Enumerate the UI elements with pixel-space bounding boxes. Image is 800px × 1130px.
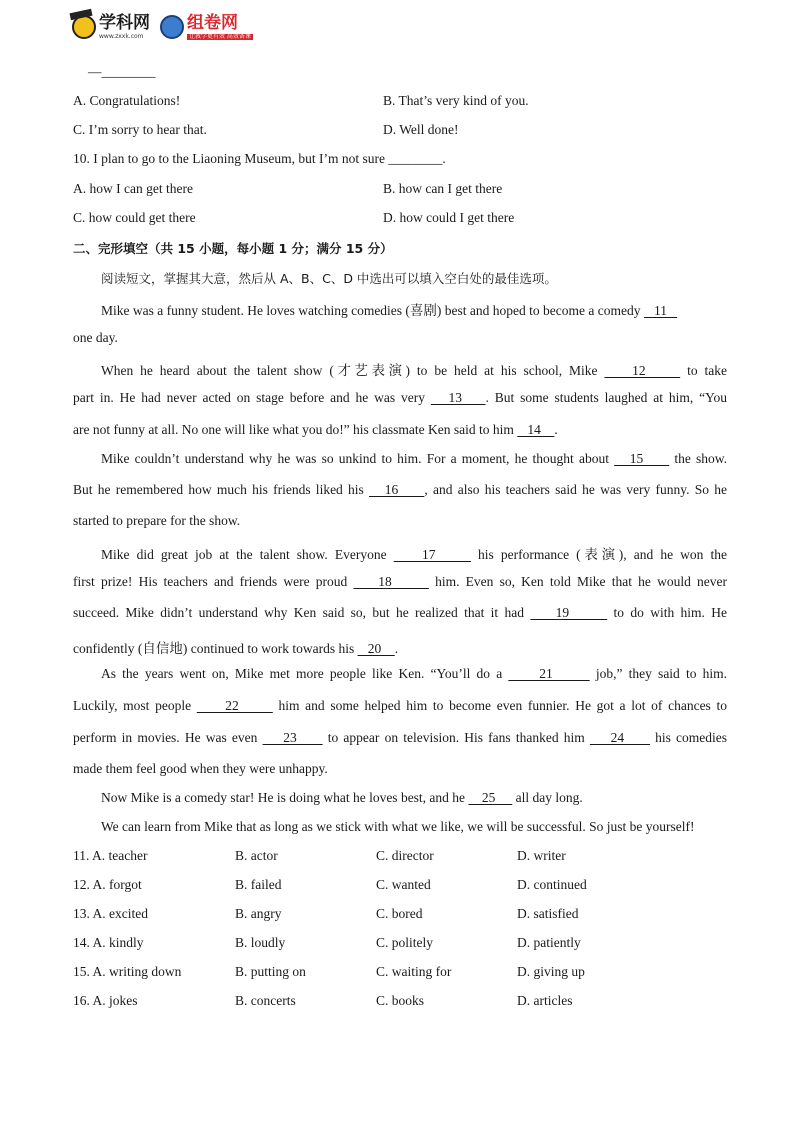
p5-line-2: Luckily, most people 22 him and some helped him to become even funnier. He got a lot of chances to	[73, 698, 728, 713]
choice-15-c: C. waiting for	[376, 964, 452, 979]
p4-line-2: first prize! His teachers and friends were proud 18 him. Even so, Ken told Mike that he would never	[73, 574, 728, 589]
blank-11: 11	[643, 303, 678, 318]
p1-line-1: Mike was a funny student. He loves watching comedies (喜剧) best and hoped to become a comedy 11	[101, 303, 678, 318]
choice-13-a: 13. A. excited	[73, 906, 148, 921]
header-logos	[72, 10, 263, 44]
prev-option-b: B. That’s very kind of you.	[383, 93, 529, 108]
q10-option-c: C. how could get there	[73, 210, 196, 225]
p2-line-2: part in. He had never acted on stage before and he was very 13 . But some students laughed at him, “You	[73, 390, 728, 405]
blank-25: 25	[468, 790, 513, 805]
choice-16-a: 16. A. jokes	[73, 993, 138, 1008]
blank-17: 17	[393, 547, 471, 562]
p7-line-1: We can learn from Mike that as long as we stick with what we like, we will be successful. So just be yourself!	[101, 819, 695, 834]
choice-16-b: B. concerts	[235, 993, 296, 1008]
choice-11-a: 11. A. teacher	[73, 848, 148, 863]
blank-23: 23	[262, 730, 323, 745]
choice-12-b: B. failed	[235, 877, 282, 892]
prev-option-c: C. I’m sorry to hear that.	[73, 122, 207, 137]
choice-14-d: D. patiently	[517, 935, 581, 950]
choice-14-a: 14. A. kindly	[73, 935, 144, 950]
q10-option-d: D. how could I get there	[383, 210, 515, 225]
choice-16-c: C. books	[376, 993, 425, 1008]
choice-12-d: D. continued	[517, 877, 587, 892]
p3-line-1: Mike couldn’t understand why he was so unkind to him. For a moment, he thought about 15 the show.	[101, 451, 728, 466]
prev-option-d: D. Well done!	[383, 122, 459, 137]
p3-line-3: started to prepare for the show.	[73, 513, 241, 528]
blank-20: 20	[357, 641, 395, 656]
question-10-stem: 10. I plan to go to the Liaoning Museum, but I’m not sure ________.	[73, 151, 446, 166]
p6-line-1: Now Mike is a comedy star! He is doing what he loves best, and he 25 all day long.	[101, 790, 583, 805]
blank-15: 15	[614, 451, 670, 466]
zujuan-logo-name: 组卷网	[187, 12, 238, 33]
choice-16-d: D. articles	[517, 993, 573, 1008]
choice-12-c: C. wanted	[376, 877, 431, 892]
choice-11-d: D. writer	[517, 848, 566, 863]
p5-line-3: perform in movies. He was even 23 to appear on television. His fans thanked him 24 his comedies	[73, 730, 728, 745]
choice-12-a: 12. A. forgot	[73, 877, 142, 892]
zujuan-logo[interactable]	[160, 12, 253, 40]
blank-13: 13	[430, 390, 486, 405]
choice-14-b: B. loudly	[235, 935, 286, 950]
choice-11-b: B. actor	[235, 848, 278, 863]
choice-11-c: C. director	[376, 848, 434, 863]
p4-line-3: succeed. Mike didn’t understand why Ken said so, but he realized that it had 19 to do with him. He	[73, 605, 728, 620]
p1-line-2: one day.	[73, 330, 118, 345]
blank-14: 14	[517, 422, 555, 437]
p5-line-1: As the years went on, Mike met more people like Ken. “You’ll do a 21 job,” they said to him.	[101, 666, 728, 681]
p2-line-1: When he heard about the talent show (才艺表演) to be held at his school, Mike 12 to take	[101, 363, 727, 378]
blank-19: 19	[530, 605, 608, 620]
choice-13-b: B. angry	[235, 906, 282, 921]
blank-21: 21	[508, 666, 590, 681]
blank-18: 18	[353, 574, 429, 589]
q10-option-b: B. how can I get there	[383, 181, 503, 196]
zujuan-logo-slogan: 让教学更有效 高效备课	[189, 32, 251, 40]
choice-13-c: C. bored	[376, 906, 423, 921]
choice-13-d: D. satisfied	[517, 906, 579, 921]
owl-mascot-icon	[160, 15, 184, 39]
graduate-mascot-icon	[72, 15, 96, 39]
prev-option-a: A. Congratulations!	[73, 93, 181, 108]
p4-line-1: Mike did great job at the talent show. Everyone 17 his performance (表演), and he won the	[101, 547, 727, 562]
blank-16: 16	[369, 482, 425, 497]
reply-line: —________	[88, 64, 156, 79]
q10-option-a: A. how I can get there	[73, 181, 193, 196]
blank-24: 24	[589, 730, 650, 745]
zxxk-logo-name: 学科网	[99, 12, 150, 33]
choice-14-c: C. politely	[376, 935, 433, 950]
choice-15-d: D. giving up	[517, 964, 585, 979]
blank-12: 12	[604, 363, 681, 378]
choice-15-a: 15. A. writing down	[73, 964, 182, 979]
blank-22: 22	[196, 698, 273, 713]
section-2-title: 二、完形填空（共 15 小题，每小题 1 分；满分 15 分）	[73, 241, 393, 256]
p4-line-4: confidently (自信地) continued to work towards his 20 .	[73, 641, 399, 656]
section-2-instruction: 阅读短文，掌握其大意，然后从 A、B、C、D 中选出可以填入空白处的最佳选项。	[101, 271, 557, 286]
zxxk-logo[interactable]	[72, 12, 150, 40]
choice-15-b: B. putting on	[235, 964, 306, 979]
p5-line-4: made them feel good when they were unhappy.	[73, 761, 328, 776]
p2-line-3: are not funny at all. No one will like what you do!” his classmate Ken said to him 14 .	[73, 422, 558, 437]
p3-line-2: But he remembered how much his friends liked his 16 , and also his teachers said he was very funny. So he	[73, 482, 727, 497]
zxxk-logo-url: www.zxxk.com	[99, 32, 144, 40]
